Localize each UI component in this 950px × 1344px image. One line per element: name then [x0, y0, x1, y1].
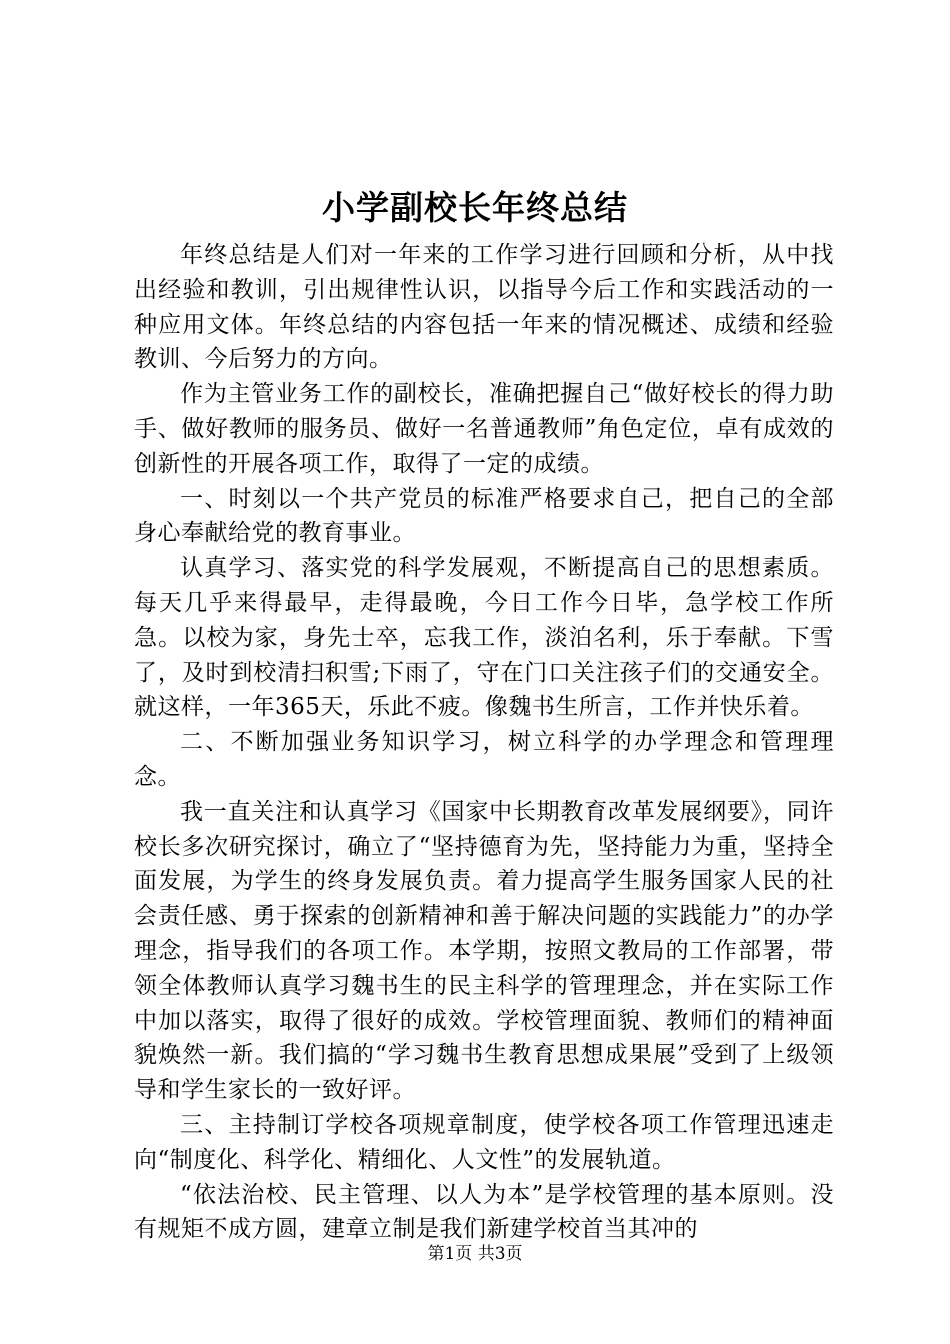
paragraph-intro: 年终总结是人们对一年来的工作学习进行回顾和分析，从中找出经验和教训，引出规律性认识，以指导今后工作和实践活动的一种应用文体。年终总结的内容包括一年来的情况概述、成绩和经验教训、今后努力的方向。 — [134, 242, 834, 373]
section-heading-2: 二、不断加强业务知识学习，树立科学的办学理念和管理理念。 — [134, 729, 834, 790]
page-number-footer: 第1页 共3页 — [427, 1244, 523, 1264]
paragraph-section-2: 我一直关注和认真学习《国家中长期教育改革发展纲要》，同许校长多次研究探讨，确立了“坚持德育为先，坚持能力为重，坚持全面发展，为学生的终身发展负责。着力提高学生服务国家人民的社会责任感、勇于探索的创新精神和善于解决问题的实践能力”的办学理念，指导我们的各项工作。本学期，按照文教局的工作部署，带领全体教师认真学习魏书生的民主科学的管理理念，并在实际工作中加以落实，取得了很好的成效。学校管理面貌、教师们的精神面貌焕然一新。我们搞的“学习魏书生教育思想成果展”受到了上级领导和学生家长的一致好评。 — [134, 798, 834, 1104]
section-heading-1: 一、时刻以一个共产党员的标准严格要求自己，把自己的全部身心奉献给党的教育事业。 — [134, 485, 834, 547]
paragraph-section-3: “依法治校、民主管理、以人为本”是学校管理的基本原则。没有规矩不成方圆，建章立制是我们新建学校首当其冲的 — [134, 1181, 834, 1243]
document-body — [134, 238, 834, 1247]
section-heading-3: 三、主持制订学校各项规章制度，使学校各项工作管理迅速走向“制度化、科学化、精细化、人文性”的发展轨道。 — [134, 1111, 834, 1173]
paragraph-role: 作为主管业务工作的副校长，准确把握自己“做好校长的得力助手、做好教师的服务员、做好一名普通教师”角色定位，卓有成效的创新性的开展各项工作，取得了一定的成绩。 — [134, 381, 834, 477]
paragraph-section-1: 认真学习、落实党的科学发展观，不断提高自己的思想素质。每天几乎来得最早，走得最晚，今日工作今日毕，急学校工作所急。以校为家，身先士卒，忘我工作，淡泊名利，乐于奉献。下雪了，及时到校清扫积雪;下雨了，守在门口关注孩子们的交通安全。就这样，一年365天，乐此不疲。像魏书生所言，工作并快乐着。 — [134, 555, 834, 721]
document-title: 小学副校长年终总结 — [322, 188, 628, 227]
